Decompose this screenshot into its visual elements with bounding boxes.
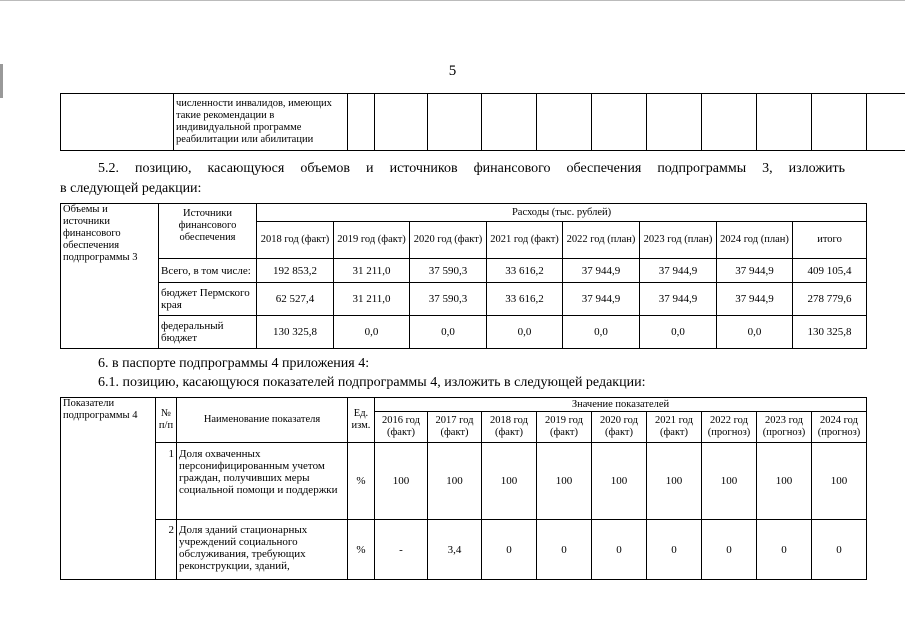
value-cell: 33 616,2	[487, 283, 563, 316]
row-number: 2	[156, 520, 177, 580]
value-cell: 100	[647, 443, 702, 520]
value-cell: 37 944,9	[563, 259, 640, 283]
year-header: 2020 год (факт)	[592, 412, 647, 443]
continuation-empty-cell	[61, 94, 174, 151]
value-cell: 37 944,9	[640, 283, 717, 316]
year-header: 2019 год (факт)	[537, 412, 592, 443]
unit-cell: %	[348, 443, 375, 520]
value-cell: 37 944,9	[563, 283, 640, 316]
value-cell: 0	[647, 520, 702, 580]
value-cell: 62 527,4	[257, 283, 334, 316]
value-cell: 37 590,3	[410, 283, 487, 316]
year-header: 2022 год (план)	[563, 222, 640, 259]
value-cell: 100	[812, 443, 867, 520]
value-cell: 37 944,9	[640, 259, 717, 283]
sources-header: Источники финансового обеспечения	[159, 204, 257, 259]
top-edge-line	[0, 0, 905, 1]
indicator-name: Доля охваченных персонифицированным учетом граждан, получивших меры социальной помощи и поддержки	[177, 443, 348, 520]
year-header: 2016 год (факт)	[375, 412, 428, 443]
value-cell: 100	[757, 443, 812, 520]
year-header: 2022 год (прогноз)	[702, 412, 757, 443]
value-cell: 0,0	[640, 316, 717, 349]
value-cell: 130 325,8	[257, 316, 334, 349]
value-cell: 192 853,2	[257, 259, 334, 283]
values-header: Значение показателей	[375, 398, 867, 412]
value-cell: 0,0	[410, 316, 487, 349]
value-cell: 0,0	[717, 316, 793, 349]
value-cell: 0	[757, 520, 812, 580]
year-header: 2018 год (факт)	[257, 222, 334, 259]
value-cell: 3,4	[428, 520, 482, 580]
financing-table	[60, 203, 867, 349]
value-cell: 100	[537, 443, 592, 520]
total-cell: 130 325,8	[793, 316, 867, 349]
source-name: федеральный бюджет	[159, 316, 257, 349]
unit-cell: %	[348, 520, 375, 580]
paragraph-5-2: 5.2. позицию, касающуюся объемов и источников финансового обеспечения подпрограммы 3, изложить	[98, 161, 845, 176]
indicators-label: Показатели подпрограммы 4	[61, 398, 156, 580]
value-cell: 0	[537, 520, 592, 580]
year-header: 2021 год (факт)	[487, 222, 563, 259]
total-cell: 409 105,4	[793, 259, 867, 283]
year-header: 2023 год (прогноз)	[757, 412, 812, 443]
paragraph-6: 6. в паспорте подпрограммы 4 приложения 4:	[98, 356, 370, 371]
value-cell: 0,0	[487, 316, 563, 349]
year-header: 2024 год (план)	[717, 222, 793, 259]
year-header: 2017 год (факт)	[428, 412, 482, 443]
financing-label: Объемы и источники финансового обеспечения подпрограммы 3	[61, 204, 159, 349]
value-cell: 100	[375, 443, 428, 520]
year-header: 2024 год (прогноз)	[812, 412, 867, 443]
value-cell: 37 944,9	[717, 259, 793, 283]
source-name: Всего, в том числе:	[159, 259, 257, 283]
year-header: 2019 год (факт)	[334, 222, 410, 259]
total-header: итого	[793, 222, 867, 259]
continuation-text: численности инвалидов, имеющих такие рекомендации в индивидуальной программе реабилитации или абилитации	[174, 94, 348, 151]
value-cell: -	[375, 520, 428, 580]
value-cell: 0	[702, 520, 757, 580]
value-cell: 0,0	[563, 316, 640, 349]
source-name: бюджет Пермского края	[159, 283, 257, 316]
value-cell: 100	[702, 443, 757, 520]
year-header: 2023 год (план)	[640, 222, 717, 259]
year-header: 2021 год (факт)	[647, 412, 702, 443]
expenses-header: Расходы (тыс. рублей)	[257, 204, 867, 222]
row-number: 1	[156, 443, 177, 520]
indicators-table	[60, 397, 867, 580]
value-cell: 0	[812, 520, 867, 580]
unit-header: Ед. изм.	[348, 398, 375, 443]
value-cell: 37 944,9	[717, 283, 793, 316]
continuation-table	[60, 93, 905, 151]
value-cell: 37 590,3	[410, 259, 487, 283]
indicator-name-header: Наименование показателя	[177, 398, 348, 443]
year-header: 2020 год (факт)	[410, 222, 487, 259]
value-cell: 31 211,0	[334, 259, 410, 283]
paragraph-5-2-continued: в следующей редакции:	[60, 181, 202, 196]
value-cell: 0	[592, 520, 647, 580]
value-cell: 0	[482, 520, 537, 580]
value-cell: 31 211,0	[334, 283, 410, 316]
year-header: 2018 год (факт)	[482, 412, 537, 443]
page-number: 5	[448, 63, 457, 79]
indicator-name: Доля зданий стационарных учреждений социального обслуживания, требующих реконструкции, зданий,	[177, 520, 348, 580]
num-header: № п/п	[156, 398, 177, 443]
value-cell: 100	[428, 443, 482, 520]
total-cell: 278 779,6	[793, 283, 867, 316]
value-cell: 100	[482, 443, 537, 520]
value-cell: 33 616,2	[487, 259, 563, 283]
paragraph-6-1: 6.1. позицию, касающуюся показателей подпрограммы 4, изложить в следующей редакции:	[98, 375, 646, 390]
value-cell: 0,0	[334, 316, 410, 349]
value-cell: 100	[592, 443, 647, 520]
